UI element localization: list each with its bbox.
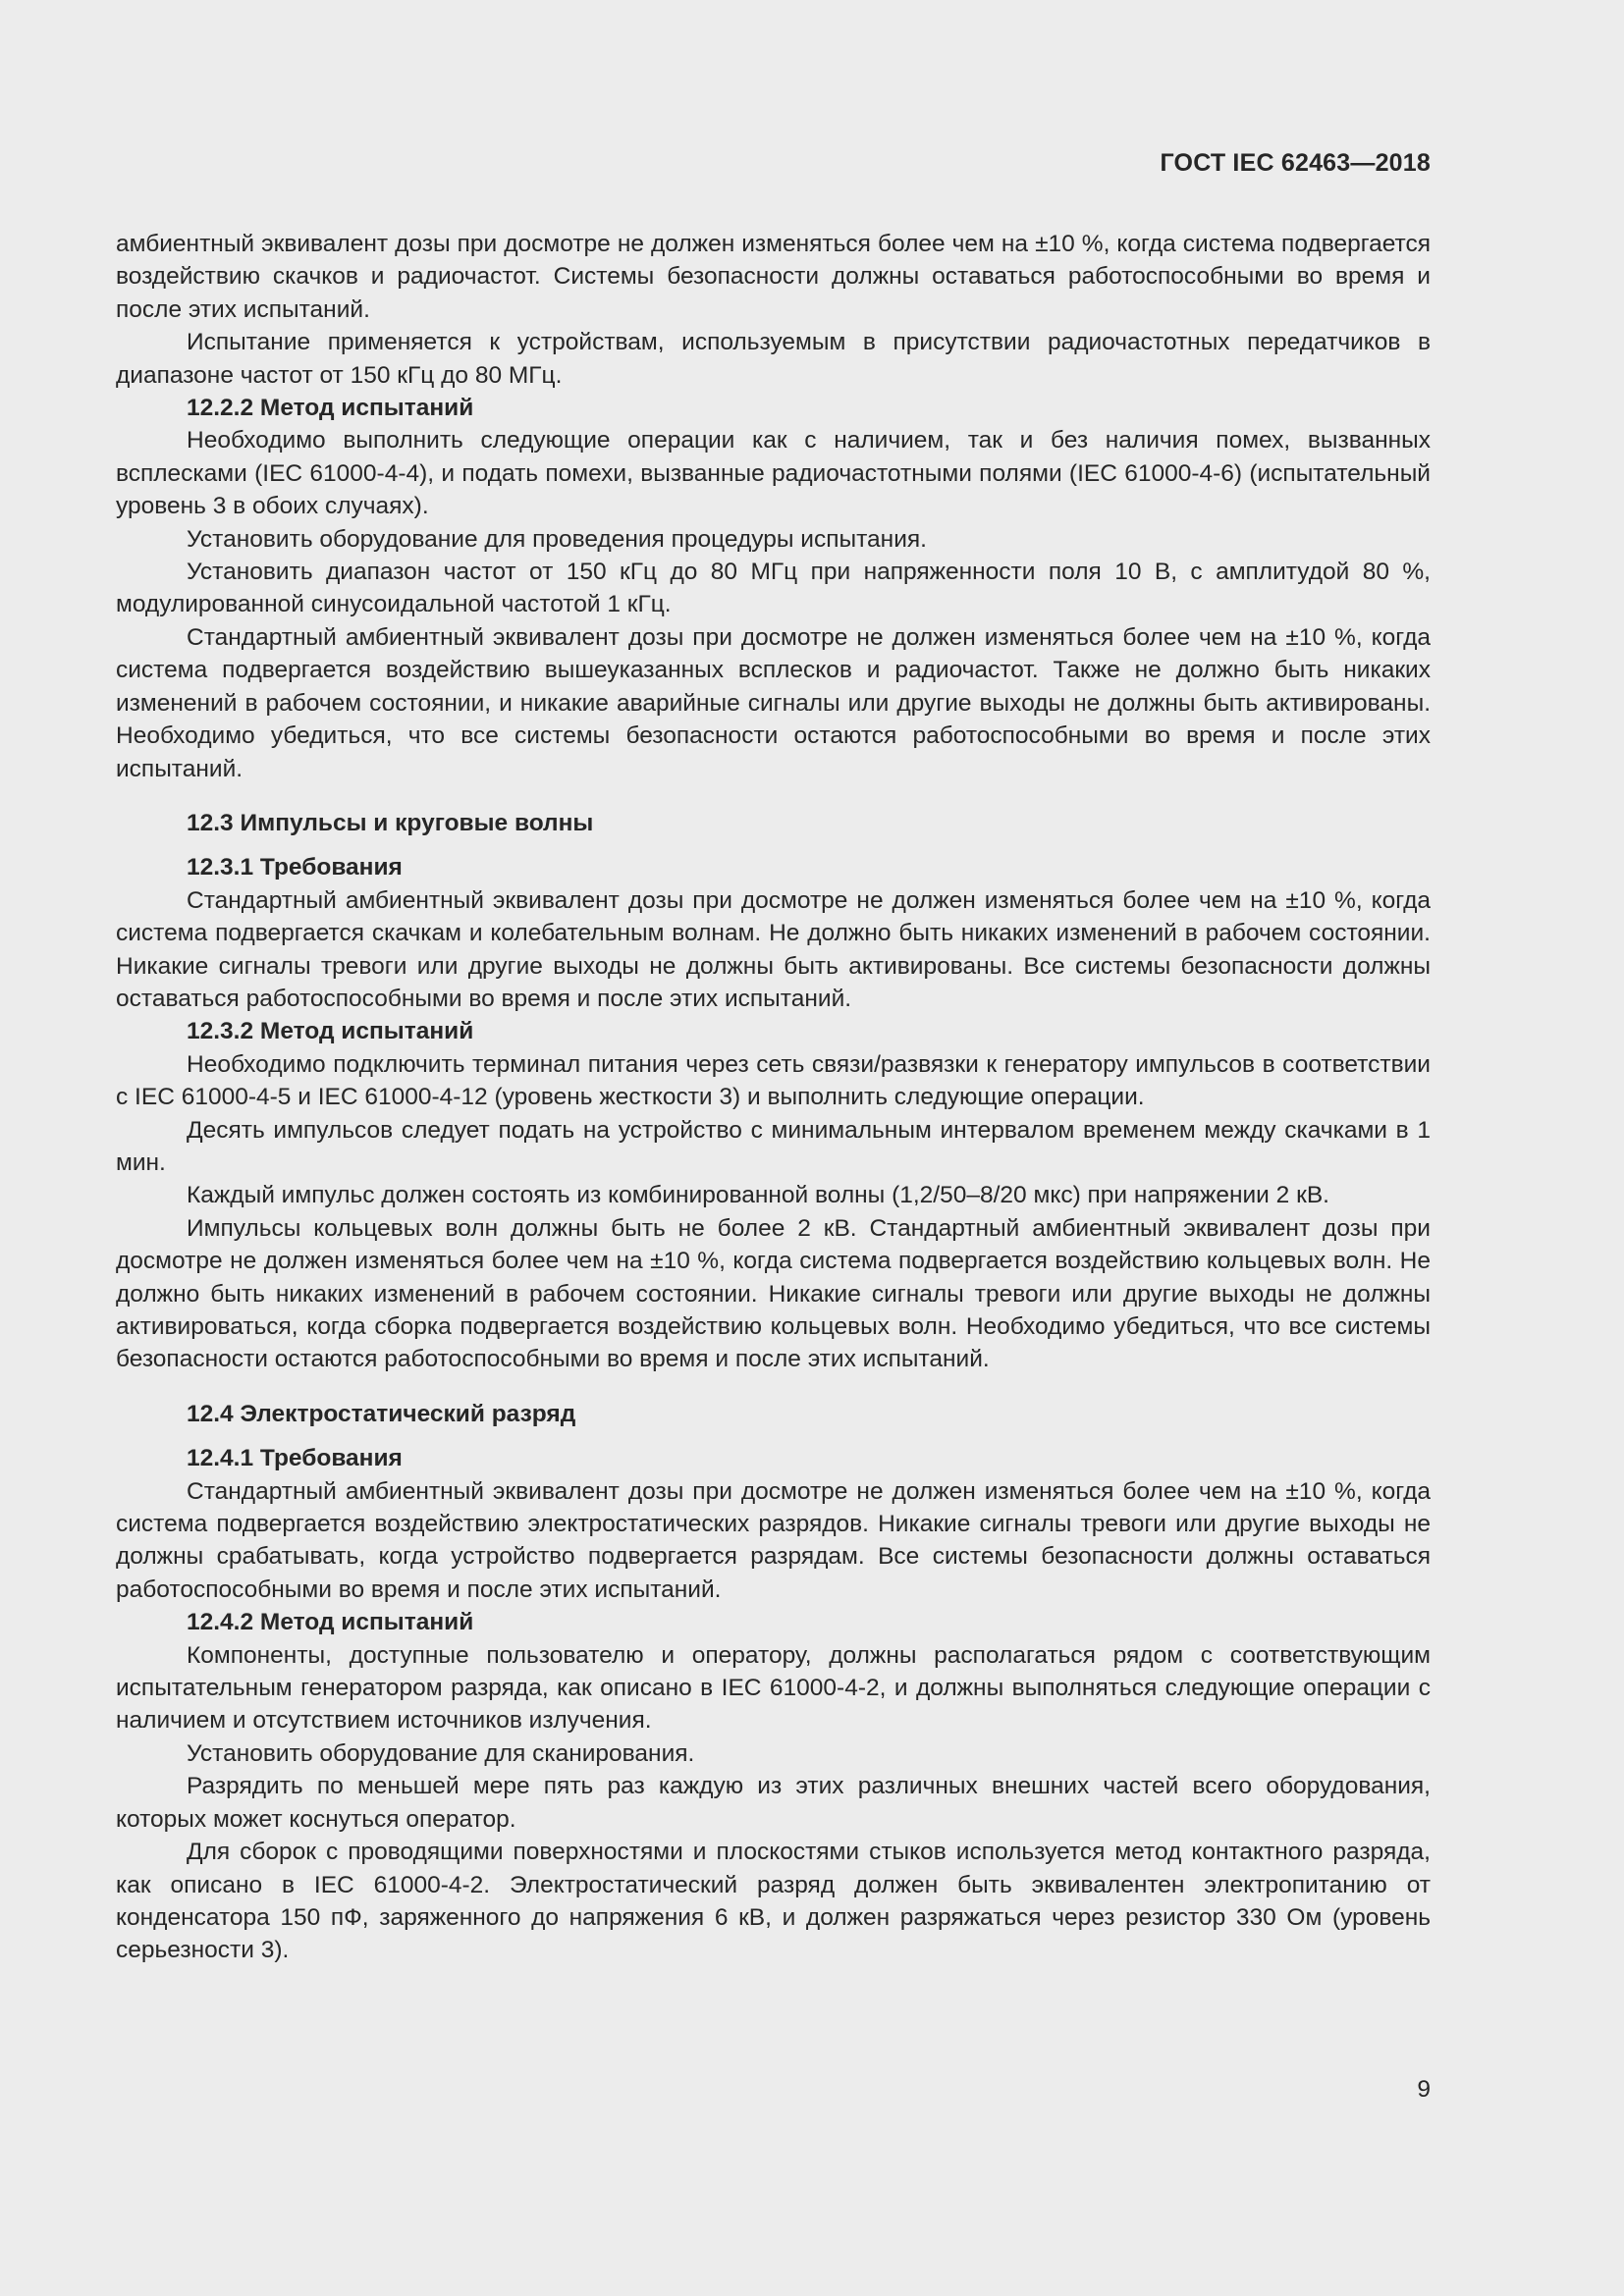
paragraph: амбиентный эквивалент дозы при досмотре не должен изменяться более чем на ±10 %, когда система подвергается воздействию скачков и радиочастот. Системы безопасности должны оставаться работоспособными во время и после этих испытаний.: [116, 231, 1431, 323]
section-heading: 12.3 Импульсы и круговые волны: [187, 809, 594, 836]
document-body: [116, 228, 1431, 1967]
section-heading: 12.3.2 Метод испытаний: [187, 1018, 474, 1045]
page-number: 9: [1417, 2076, 1431, 2103]
paragraph: Необходимо выполнить следующие операции как с наличием, так и без наличия помех, вызванных всплесками (IEC 61000-4-4), и подать помехи, вызванные радиочастотными полями (IEC 61000-4-6) (испытательный уровень 3 в обоих случаях).: [116, 427, 1431, 520]
paragraph: Десять импульсов следует подать на устройство с минимальным интервалом временем между скачками в 1 мин.: [116, 1116, 1431, 1176]
section-heading: 12.4 Электростатический разряд: [187, 1400, 576, 1427]
paragraph: Каждый импульс должен состоять из комбинированной волны (1,2/50–8/20 мкс) при напряжении 2 кВ.: [187, 1182, 1329, 1209]
paragraph: Для сборок с проводящими поверхностями и плоскостями стыков используется метод контактного разряда, как описано в IEC 61000-4-2. Электростатический разряд должен быть эквивалентен электропитанию от конденсатора 150 пФ, заряженного до напряжения 6 кВ, и должен разряжаться через резистор 330 Ом (уровень серьезности 3).: [116, 1839, 1431, 1964]
paragraph: Необходимо подключить терминал питания через сеть связи/развязки к генератору импульсов в соответствии с IEC 61000-4-5 и IEC 61000-4-12 (уровень жесткости 3) и выполнить следующие операции.: [116, 1050, 1431, 1111]
paragraph: Испытание применяется к устройствам, используемым в присутствии радиочастотных передатчиков в диапазоне частот от 150 кГц до 80 МГц.: [116, 329, 1431, 389]
paragraph: Установить оборудование для проведения процедуры испытания.: [187, 525, 927, 553]
section-heading: 12.2.2 Метод испытаний: [187, 395, 474, 422]
paragraph: Стандартный амбиентный эквивалент дозы при досмотре не должен изменяться более чем на ±10 %, когда система подвергается скачкам и колебательным волнам. Не должно быть никаких изменений в рабочем состоянии. Никакие сигналы тревоги или другие выходы не должны быть активированы. Все системы безопасности должны оставаться работоспособными во время и после этих испытаний.: [116, 886, 1431, 1012]
section-heading: 12.3.1 Требования: [187, 854, 403, 881]
paragraph: Стандартный амбиентный эквивалент дозы при досмотре не должен изменяться более чем на ±10 %, когда система подвергается воздействию электростатических разрядов. Никакие сигналы тревоги или другие выходы не должны срабатывать, когда устройство подвергается разрядам. Все системы безопасности должны оставаться работоспособными во время и после этих испытаний.: [116, 1477, 1431, 1603]
paragraph: Стандартный амбиентный эквивалент дозы при досмотре не должен изменяться более чем на ±10 %, когда система подвергается воздействию вышеуказанных всплесков и радиочастот. Также не должно быть никаких изменений в рабочем состоянии, и никакие аварийные сигналы или другие выходы не должны быть активированы. Необходимо убедиться, что все системы безопасности остаются работоспособными во время и после этих испытаний.: [116, 623, 1431, 782]
paragraph: Импульсы кольцевых волн должны быть не более 2 кВ. Стандартный амбиентный эквивалент дозы при досмотре не должен изменяться более чем на ±10 %, когда система подвергается воздействию кольцевых волн. Не должно быть никаких изменений в рабочем состоянии. Никакие сигналы тревоги или другие выходы не должны активироваться, когда сборка подвергается воздействию кольцевых волн. Необходимо убедиться, что все системы безопасности остаются работоспособными во время и после этих испытаний.: [116, 1214, 1431, 1373]
section-heading: 12.4.1 Требования: [187, 1445, 403, 1472]
paragraph: Компоненты, доступные пользователю и оператору, должны располагаться рядом с соответствующим испытательным генератором разряда, как описано в IEC 61000-4-2, и должны выполняться следующие операции с наличием и отсутствием источников излучения.: [116, 1641, 1431, 1735]
paragraph: Разрядить по меньшей мере пять раз каждую из этих различных внешних частей всего оборудования, которых может коснуться оператор.: [116, 1773, 1431, 1833]
standard-header: ГОСТ IEC 62463—2018: [1160, 149, 1431, 177]
paragraph: Установить диапазон частот от 150 кГц до 80 МГц при напряженности поля 10 В, с амплитудой 80 %, модулированной синусоидальной частотой 1 кГц.: [116, 559, 1431, 618]
section-heading: 12.4.2 Метод испытаний: [187, 1609, 474, 1636]
paragraph: Установить оборудование для сканирования.: [187, 1739, 695, 1767]
